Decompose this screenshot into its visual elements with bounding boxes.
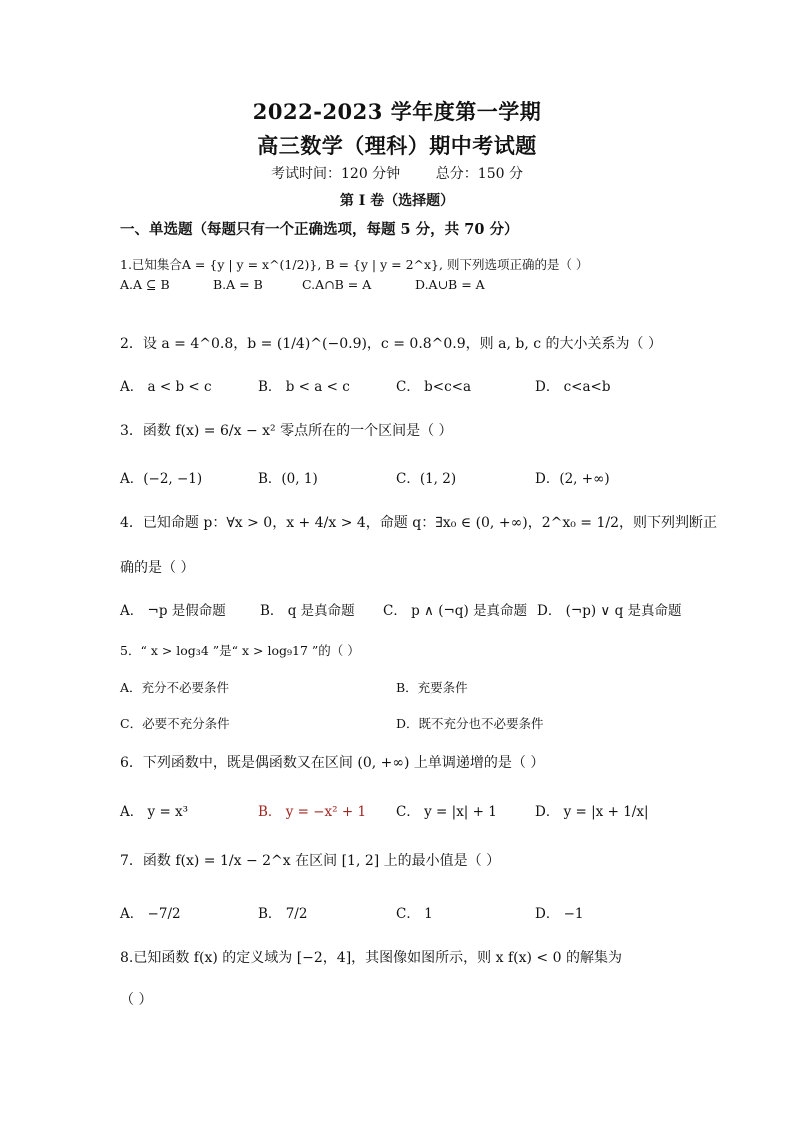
question-3-option-b: B．(0, 1): [258, 471, 318, 487]
question-7-option-c: C． 1: [396, 906, 433, 922]
question-4-option-a: A． ¬p 是假命题: [120, 603, 226, 619]
question-4-stem-cont: 确的是（ ）: [120, 560, 195, 576]
volume-heading: 第 I 卷（选择题）: [339, 193, 455, 209]
question-6-option-d: D． y = |x + 1/x|: [535, 804, 649, 820]
question-8-stem: 8.已知函数 f(x) 的定义域为 [−2，4]，其图像如图所示，则 x f(x) < 0 的解集为: [120, 950, 622, 966]
section-heading: 一、单选题（每题只有一个正确选项，每题 5 分，共 70 分）: [120, 221, 519, 238]
question-7-option-b: B． 7/2: [258, 906, 308, 922]
question-2-option-a: A． a < b < c: [120, 379, 212, 395]
question-1-option-d: D.A∪B = A: [415, 277, 485, 292]
question-5-option-d: D．既不充分也不必要条件: [396, 716, 544, 731]
question-1-option-c: C.A∩B = A: [302, 277, 372, 292]
question-4-stem: 4．已知命题 p：∀x > 0，x + 4/x > 4，命题 q：∃x₀ ∈ (0, +∞)，2^x₀ = 1/2，则下列判断正: [120, 515, 717, 531]
question-5-option-a: A．充分不必要条件: [120, 680, 230, 695]
question-6-option-a: A． y = x³: [120, 804, 189, 820]
question-8-stem-cont: （ ）: [120, 992, 153, 1008]
question-5-option-c: C．必要不充分条件: [120, 716, 230, 731]
question-2-option-c: C． b<c<a: [396, 379, 471, 395]
question-1-option-a: A.A ⊆ B: [120, 277, 170, 292]
exam-info: 考试时间：120 分钟 总分：150 分: [271, 166, 523, 182]
question-2-option-b: B． b < a < c: [258, 379, 350, 395]
question-3-option-a: A．(−2, −1): [120, 471, 203, 487]
question-2-option-d: D． c<a<b: [535, 379, 611, 395]
exam-title-line1: 2022-2023 学年度第一学期: [252, 99, 542, 124]
question-6-option-b: B． y = −x² + 1: [258, 804, 367, 820]
question-4-option-c: C． p ∧ (¬q) 是真命题: [383, 603, 528, 619]
question-7-option-a: A． −7/2: [120, 906, 181, 922]
question-4-option-d: D． (¬p) ∨ q 是真命题: [537, 603, 682, 619]
question-2-stem: 2．设 a = 4^0.8，b = (1/4)^(−0.9)，c = 0.8^0.9，则 a, b, c 的大小关系为（ ）: [120, 336, 662, 352]
question-7-stem: 7．函数 f(x) = 1/x − 2^x 在区间 [1, 2] 上的最小值是（ ）: [120, 853, 501, 869]
question-6-option-c: C． y = |x| + 1: [396, 804, 497, 820]
question-1-stem: 1.已知集合A = {y | y = x^(1/2)}, B = {y | y = 2^x}, 则下列选项正确的是（ ）: [120, 257, 589, 272]
question-3-option-d: D．(2, +∞): [535, 471, 610, 487]
question-1-option-b: B.A = B: [213, 277, 263, 292]
exam-title-line2: 高三数学（理科）期中考试题: [257, 133, 537, 158]
question-4-option-b: B． q 是真命题: [260, 603, 355, 619]
question-6-stem: 6．下列函数中，既是偶函数又在区间 (0, +∞) 上单调递增的是（ ）: [120, 755, 545, 771]
question-3-stem: 3．函数 f(x) = 6/x − x² 零点所在的一个区间是（ ）: [120, 423, 453, 439]
question-5-option-b: B．充要条件: [396, 680, 468, 695]
question-7-option-d: D． −1: [535, 906, 584, 922]
question-3-option-c: C．(1, 2): [396, 471, 457, 487]
question-5-stem: 5．“ x > log₃4 ”是“ x > log₉17 ”的（ ）: [120, 643, 360, 658]
